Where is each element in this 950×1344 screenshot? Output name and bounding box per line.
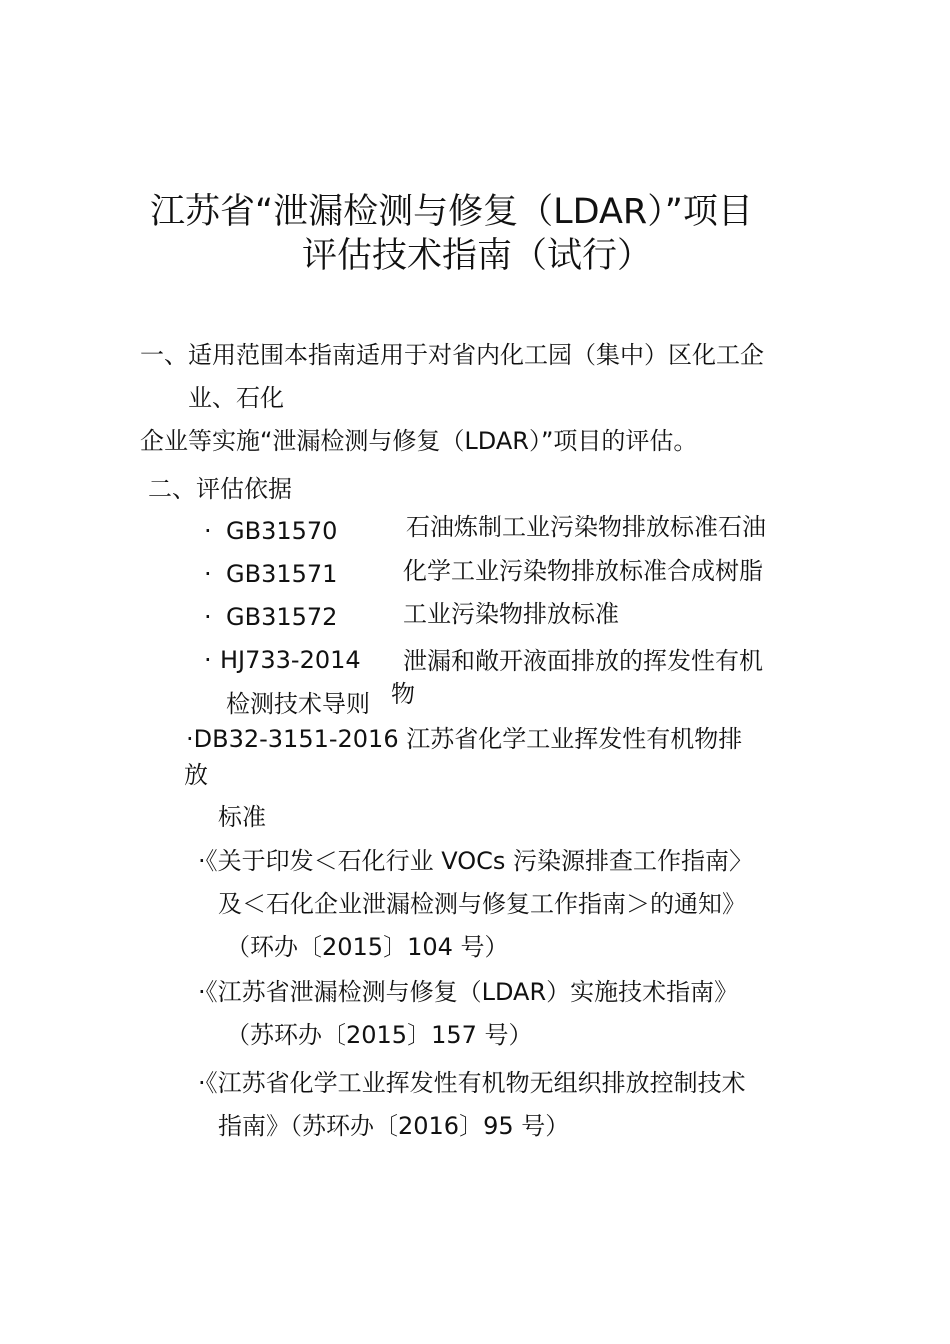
reference-doc-line: ·《江苏省化学工业挥发性有机物无组织排放控制技术 bbox=[198, 1069, 746, 1097]
standard-code: GB31572 bbox=[226, 603, 338, 631]
reference-doc-line: （苏环办〔2015〕157 号） bbox=[226, 1021, 533, 1049]
standard-code: HJ733-2014 bbox=[220, 646, 361, 674]
standard-bullet: · bbox=[204, 560, 212, 588]
document-title-line-2: 评估技术指南（试行） bbox=[302, 236, 653, 276]
standard-bullet: · bbox=[204, 603, 212, 631]
standard-bullet: · bbox=[204, 517, 212, 545]
standard-description: 石油炼制工业污染物排放标准石油 bbox=[406, 513, 766, 541]
section-1-heading: 一、适用范围本指南适用于对省内化工园（集中）区化工企 bbox=[140, 341, 764, 369]
section-2-heading: 二、评估依据 bbox=[148, 475, 292, 503]
standard-code: GB31571 bbox=[226, 560, 338, 588]
reference-doc-line: ·《江苏省泄漏检测与修复（LDAR）实施技术指南》 bbox=[198, 978, 739, 1006]
db-standard-line-2: 放 bbox=[184, 761, 208, 789]
reference-doc-line: 指南》（苏环办〔2016〕95 号） bbox=[218, 1112, 570, 1140]
standard-description: 化学工业污染物排放标准合成树脂 bbox=[403, 557, 763, 585]
standard-code-cont: 检测技术导则 bbox=[226, 690, 370, 718]
db-standard-line-1: ·DB32-3151-2016 江苏省化学工业挥发性有机物排 bbox=[186, 725, 743, 753]
standard-bullet: · bbox=[204, 646, 212, 674]
standard-code: GB31570 bbox=[226, 517, 338, 545]
standard-description: 泄漏和敞开液面排放的挥发性有机 bbox=[403, 647, 763, 675]
section-1-text: 企业等实施“泄漏检测与修复（LDAR）”项目的评估。 bbox=[140, 427, 698, 455]
standard-description-cont: 物 bbox=[391, 680, 415, 708]
document-title-line-1: 江苏省“泄漏检测与修复（LDAR）”项目 bbox=[150, 192, 753, 232]
db-standard-line-3: 标准 bbox=[218, 803, 266, 831]
section-1-heading-cont: 业、石化 bbox=[188, 384, 284, 412]
reference-doc-line: ·《关于印发＜石化行业 VOCs 污染源排查工作指南〉 bbox=[198, 847, 754, 875]
standard-description: 工业污染物排放标准 bbox=[403, 600, 619, 628]
reference-doc-line: （环办〔2015〕104 号） bbox=[226, 933, 509, 961]
reference-doc-line: 及＜石化企业泄漏检测与修复工作指南＞的通知》 bbox=[218, 890, 746, 918]
